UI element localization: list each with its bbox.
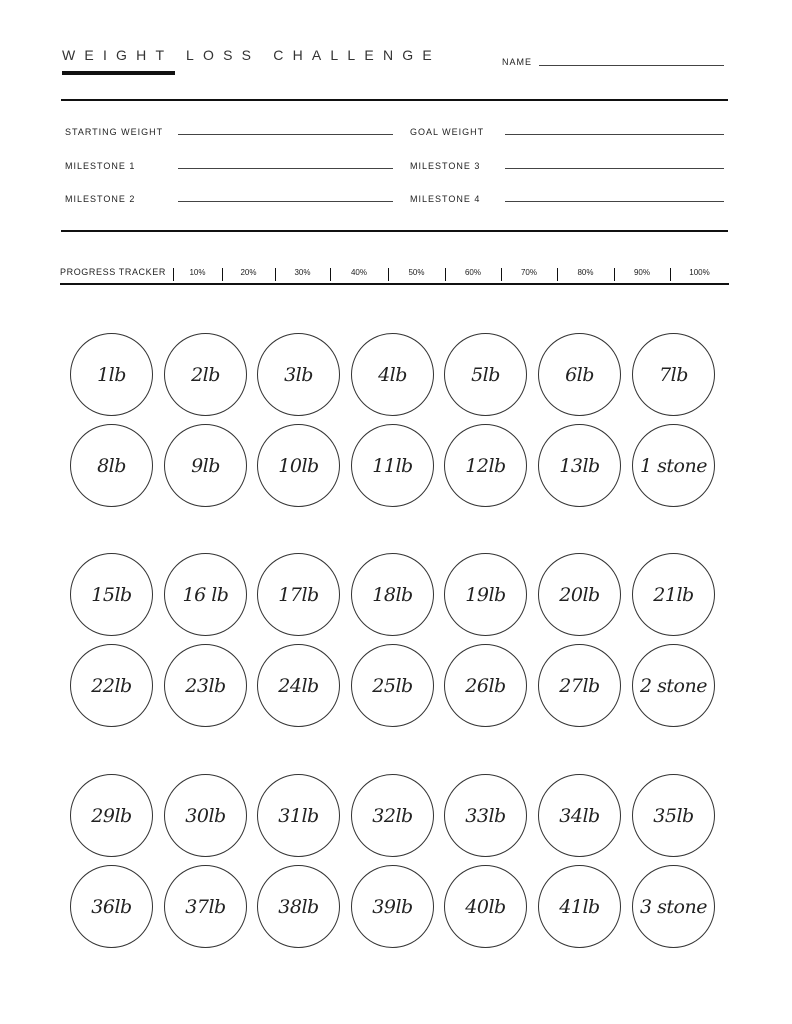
weight-circle-label: 7lb [659,363,688,386]
weight-circle-label: 24lb [278,674,319,697]
name-label: NAME [502,57,533,67]
weight-circle[interactable] [444,774,527,857]
title-underline [62,71,175,75]
weight-circle[interactable] [538,774,621,857]
weight-circle-label: 10lb [278,454,319,477]
milestone-1-line[interactable] [178,168,393,169]
weight-circle[interactable] [70,424,153,507]
weight-circle-label: 8lb [97,454,126,477]
weight-circle-label: 38lb [278,895,319,918]
weight-circle[interactable] [538,333,621,416]
tracker-percent-10[interactable]: 100% [689,268,710,277]
weight-circle-label: 15lb [91,583,132,606]
weight-circle[interactable] [164,774,247,857]
weight-circle-label: 29lb [91,804,132,827]
tracker-tick [275,268,276,281]
progress-tracker [60,266,729,285]
weight-circle[interactable] [632,865,715,948]
tracker-percent-4[interactable]: 40% [350,268,367,277]
weight-circle-label: 36lb [91,895,132,918]
weight-circle-label: 22lb [91,674,132,697]
weight-circle[interactable] [164,424,247,507]
weight-circle[interactable] [351,644,434,727]
weight-circle[interactable] [70,774,153,857]
tracker-tick [614,268,615,281]
weight-circle[interactable] [632,553,715,636]
weight-circle[interactable] [70,865,153,948]
weight-circle-label: 19lb [465,583,506,606]
milestone-4-label: MILESTONE 4 [410,194,481,204]
tracker-tick [173,268,174,281]
weight-circle-label: 17lb [278,583,319,606]
weight-circle-label: 32lb [372,804,413,827]
weight-circle-label: 2 stone [640,674,707,697]
weight-circle-label: 3 stone [640,895,707,918]
weight-circle-label: 33lb [465,804,506,827]
weight-circle[interactable] [351,865,434,948]
weight-circle[interactable] [257,553,340,636]
weight-circle[interactable] [632,333,715,416]
weight-circle-label: 25lb [372,674,413,697]
weight-circle[interactable] [632,774,715,857]
weight-circle[interactable] [257,644,340,727]
weight-circle-label: 40lb [465,895,506,918]
weight-circle-label: 39lb [372,895,413,918]
weight-circle[interactable] [444,424,527,507]
weight-circle[interactable] [351,333,434,416]
weight-circle[interactable] [257,865,340,948]
weight-circle-label: 6lb [565,363,594,386]
weight-circle-label: 27lb [559,674,600,697]
weight-circle[interactable] [632,424,715,507]
weight-circle-label: 34lb [559,804,600,827]
weight-circle-label: 16 lb [182,583,229,606]
middle-divider [61,230,728,232]
milestone-1-label: MILESTONE 1 [65,161,136,171]
weight-circle[interactable] [632,644,715,727]
weight-circle-label: 5lb [471,363,500,386]
weight-circle-label: 2lb [191,363,220,386]
tracker-percent-3[interactable]: 30% [294,268,311,277]
weight-circle[interactable] [164,865,247,948]
tracker-tick [501,268,502,281]
starting-weight-label: STARTING WEIGHT [65,127,164,137]
tracker-percent-8[interactable]: 80% [577,268,594,277]
weight-circle[interactable] [444,865,527,948]
weight-circle-label: 31lb [278,804,319,827]
weight-circle[interactable] [257,774,340,857]
tracker-tick [330,268,331,281]
weight-circle-label: 1 stone [640,454,707,477]
name-field-line[interactable] [539,65,724,66]
milestone-2-label: MILESTONE 2 [65,194,136,204]
goal-weight-line[interactable] [505,134,724,135]
milestone-2-line[interactable] [178,201,393,202]
weight-circle[interactable] [164,553,247,636]
tracker-tick [557,268,558,281]
weight-circle[interactable] [538,424,621,507]
tracker-tick [388,268,389,281]
weight-circle[interactable] [257,333,340,416]
tracker-percent-7[interactable]: 70% [520,268,537,277]
page-title: WEIGHT LOSS CHALLENGE [62,47,441,63]
weight-circle[interactable] [444,644,527,727]
tracker-percent-5[interactable]: 50% [408,268,425,277]
weight-circle-label: 4lb [378,363,407,386]
weight-circle-label: 23lb [185,674,226,697]
weight-circle-label: 41lb [559,895,600,918]
tracker-percent-2[interactable]: 20% [240,268,257,277]
weight-circle-label: 37lb [185,895,226,918]
weight-circle-label: 26lb [465,674,506,697]
weight-circle-label: 1lb [97,363,126,386]
weight-circle[interactable] [444,553,527,636]
weight-circle-label: 13lb [559,454,600,477]
milestone-3-line[interactable] [505,168,724,169]
starting-weight-line[interactable] [178,134,393,135]
weight-circle[interactable] [351,774,434,857]
weight-circle-label: 18lb [372,583,413,606]
weight-circle[interactable] [257,424,340,507]
weight-circle[interactable] [70,553,153,636]
weight-circle[interactable] [538,644,621,727]
milestone-3-label: MILESTONE 3 [410,161,481,171]
progress-tracker-label: PROGRESS TRACKER [60,267,166,277]
tracker-tick [445,268,446,281]
weight-circle[interactable] [444,333,527,416]
weight-circle[interactable] [164,644,247,727]
goal-weight-label: GOAL WEIGHT [410,127,485,137]
weight-circle[interactable] [538,553,621,636]
weight-circle[interactable] [538,865,621,948]
milestone-4-line[interactable] [505,201,724,202]
weight-circle-label: 30lb [185,804,226,827]
weight-circle[interactable] [70,644,153,727]
weight-circle[interactable] [351,553,434,636]
weight-circle-label: 12lb [465,454,506,477]
weight-circle-label: 21lb [653,583,694,606]
weight-circle[interactable] [351,424,434,507]
tracker-percent-9[interactable]: 90% [633,268,650,277]
weight-circle[interactable] [164,333,247,416]
weight-circle-label: 20lb [559,583,600,606]
weight-circle-label: 11lb [372,454,413,477]
tracker-tick [222,268,223,281]
weight-circle-label: 35lb [653,804,694,827]
weight-circle[interactable] [70,333,153,416]
tracker-percent-1[interactable]: 10% [189,268,206,277]
tracker-tick [670,268,671,281]
weight-circle-label: 9lb [191,454,220,477]
tracker-percent-6[interactable]: 60% [464,268,481,277]
top-divider [61,99,728,101]
weight-circle-label: 3lb [284,363,313,386]
